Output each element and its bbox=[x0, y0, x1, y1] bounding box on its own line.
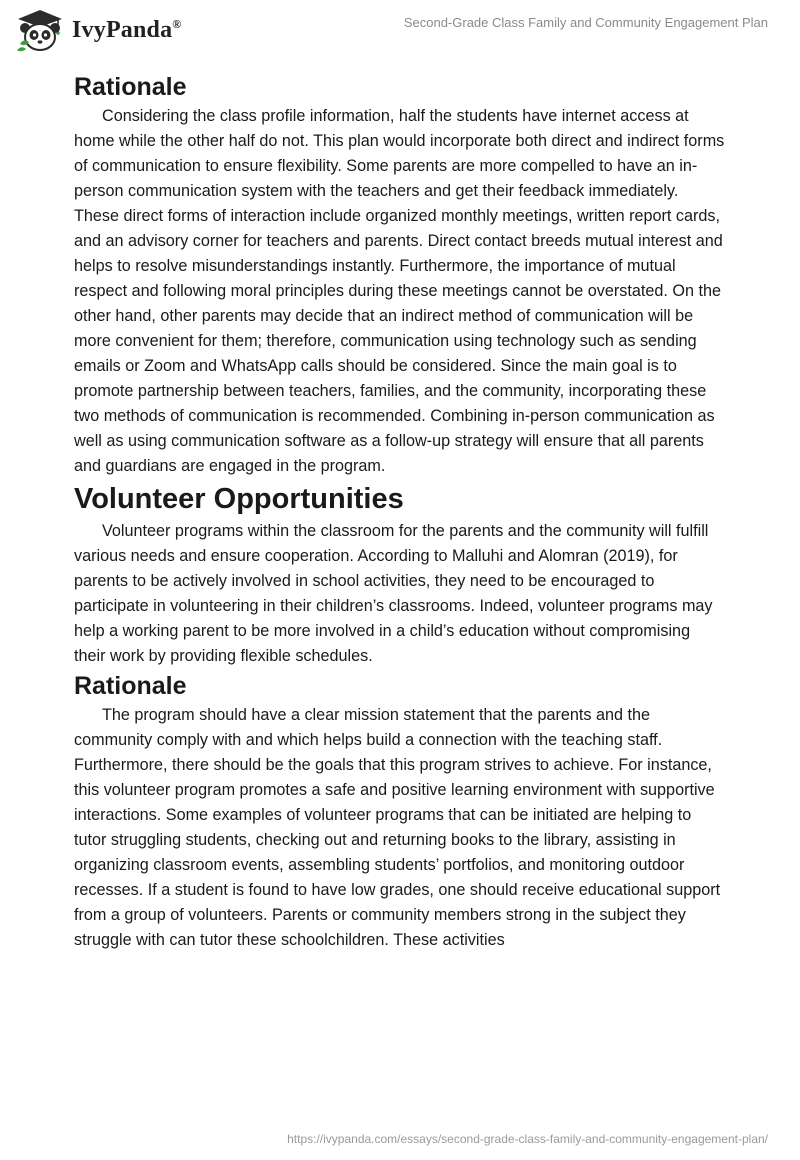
logo-name: IvyPanda bbox=[72, 16, 173, 43]
section-heading-rationale-2: Rationale bbox=[74, 672, 187, 700]
source-url-link[interactable]: https://ivypanda.com/essays/second-grade-class-family-and-community-engagement-plan/ bbox=[287, 1132, 768, 1146]
paragraph-volunteer-opportunities: Volunteer programs within the classroom for the parents and the community will fulfill various needs and ensure cooperation. According to Malluhi and Alomran (2019), for parents to be actively involved in school activities, they need to be encouraged to participate in volunteering in their children’s classrooms. Indeed, volunteer programs may help a working parent to be more involved in a child’s education without compromising their work by providing flexible schedules. bbox=[74, 522, 713, 665]
section-heading-rationale-1: Rationale bbox=[74, 73, 187, 101]
essay-body bbox=[74, 70, 726, 953]
logo-wordmark bbox=[72, 17, 181, 44]
paragraph-rationale-2: The program should have a clear mission statement that the parents and the community comply with and which helps build a connection with the teaching staff. Furthermore, there should be the goals that this program strives to achieve. For instance, this volunteer program promotes a safe and positive learning environment with supportive interactions. Some examples of volunteer programs that can be initiated are helping to tutor struggling students, checking out and returning books to the library, assisting in organizing classroom events, assembling students’ portfolios, and monitoring outdoor recesses. If a student is found to have low grades, one should receive educational support from a group of volunteers. Parents or community members strong in the subject they struggle with can tutor these schoolchildren. These activities bbox=[74, 706, 721, 949]
registered-mark: ® bbox=[172, 16, 182, 31]
document-title: Second-Grade Class Family and Community Engagement Plan bbox=[403, 15, 768, 30]
paragraph-rationale-1: Considering the class profile information, half the students have internet access at home while the other half do not. This plan would incorporate both direct and indirect forms of communication to ensure flexibility. Some parents are more compelled to have an in-person communication system with the teachers and get their feedback immediately. These direct forms of interaction include organized monthly meetings, written report cards, and an advisory corner for teachers and parents. Direct contact breeds mutual interest and helps to resolve misunderstandings instantly. Furthermore, the importance of mutual respect and following moral principles during these meetings cannot be overstated. On the other hand, other parents may decide that an indirect method of communication will be more convenient for them; therefore, communication using technology such as sending emails or Zoom and WhatsApp calls should be considered. Since the main goal is to promote partnership between teachers, families, and the community, incorporating these two methods of communication is recommended. Combining in-person communication as well as using communication software as a follow-up strategy will ensure that all parents and guardians are engaged in the program. bbox=[74, 107, 725, 475]
ivypanda-logo[interactable] bbox=[14, 8, 181, 52]
section-heading-volunteer-opportunities: Volunteer Opportunities bbox=[74, 483, 404, 515]
panda-graduate-icon bbox=[14, 8, 66, 52]
page-header bbox=[0, 0, 800, 60]
